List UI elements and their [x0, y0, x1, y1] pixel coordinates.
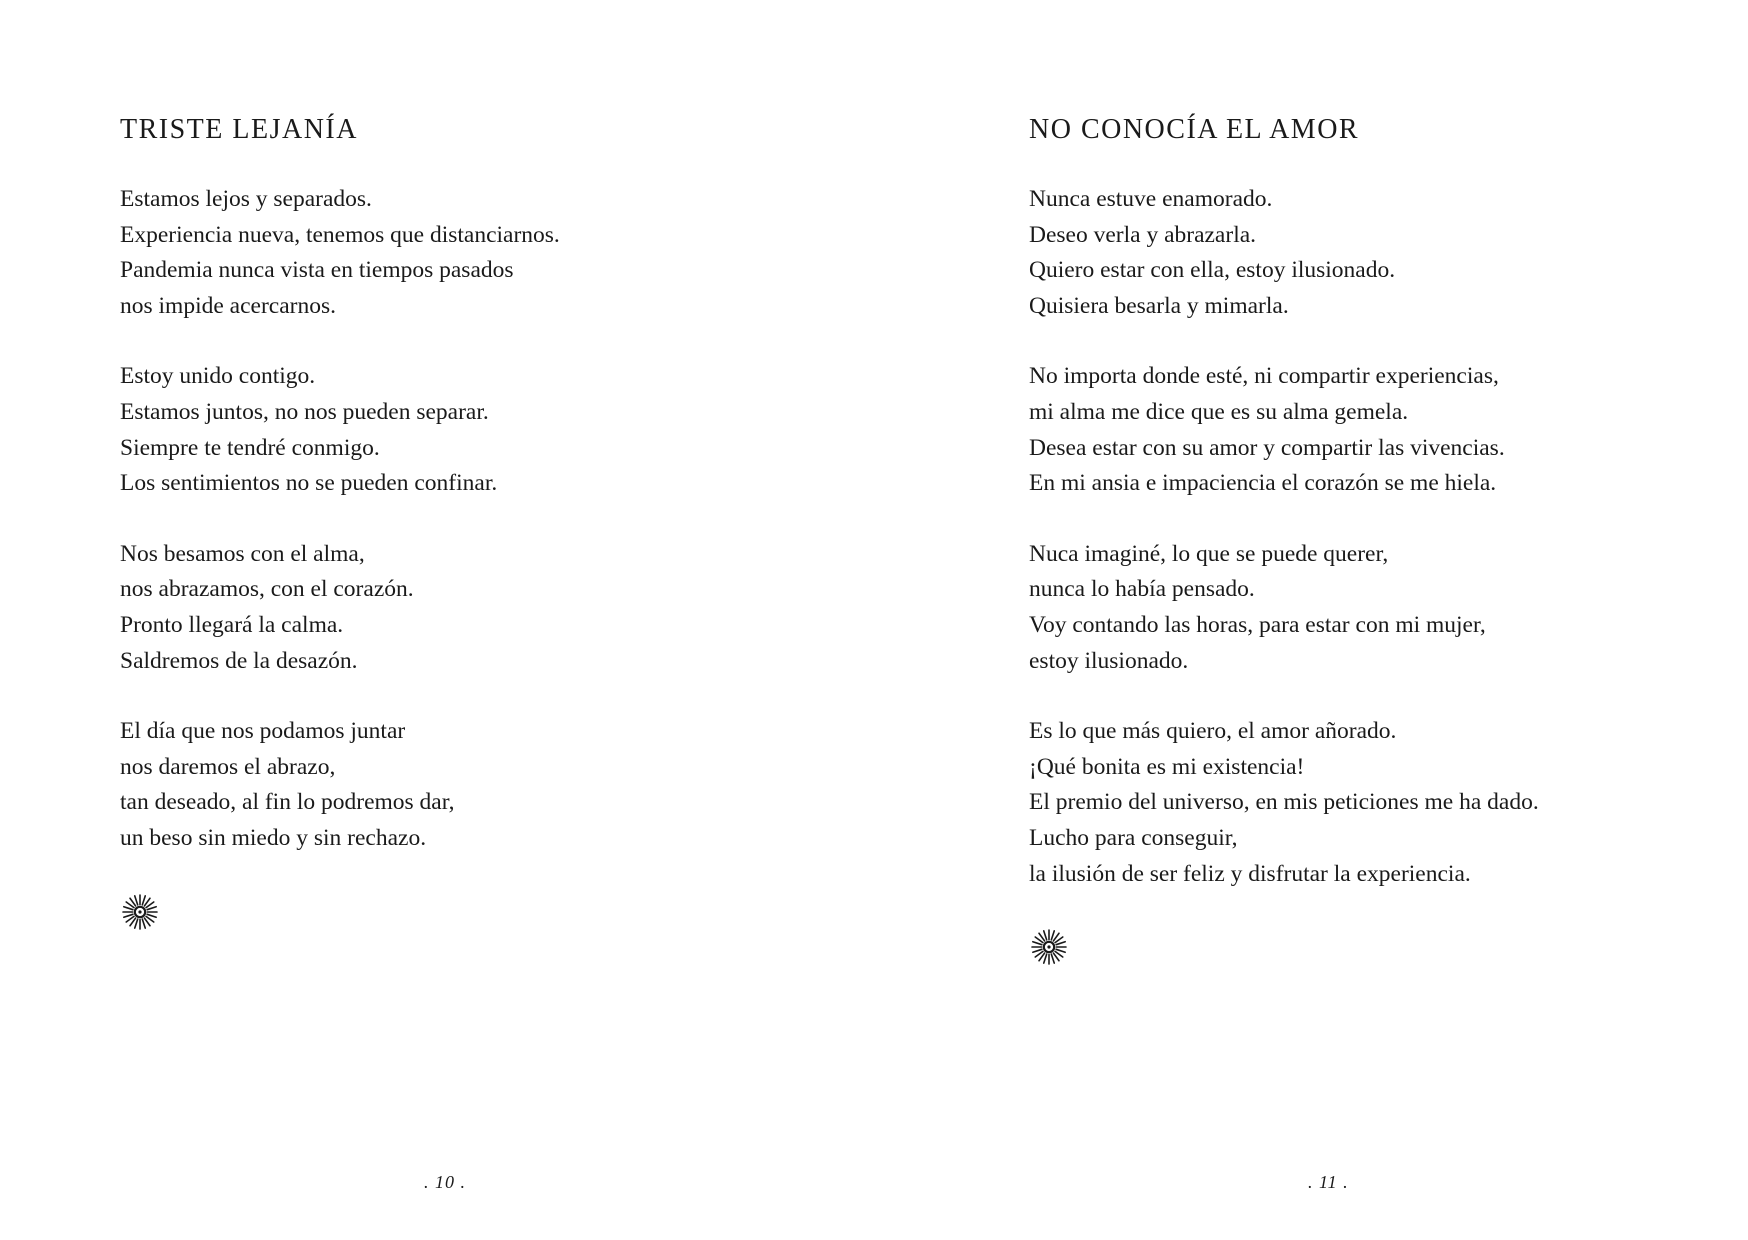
verse-line: Nuca imaginé, lo que se puede querer,: [1029, 540, 1389, 567]
verse-line: tan deseado, al fin lo podremos dar,: [120, 789, 455, 816]
verse-line: Quisiera besarla y mimarla.: [1029, 292, 1289, 319]
poem-stanzas: [120, 182, 560, 857]
verse-line: Estamos lejos y separados.: [120, 186, 372, 212]
verse-line: Desea estar con su amor y compartir las vivencias.: [1029, 434, 1505, 461]
poem-triste-lejania: [120, 112, 560, 932]
stanza: [1029, 714, 1539, 892]
verse-line: estoy ilusionado.: [1029, 647, 1189, 674]
verse-line: Pronto llegará la calma.: [120, 611, 344, 638]
verse-line: Nos besamos con el alma,: [120, 540, 365, 567]
verse-line: En mi ansia e impaciencia el corazón se me hiela.: [1029, 470, 1497, 497]
poem-stanzas: [1029, 182, 1539, 892]
right-page: [874, 0, 1748, 1240]
verse-line: Es lo que más quiero, el amor añorado.: [1029, 718, 1397, 745]
verse-line: mi alma me dice que es su alma gemela.: [1029, 398, 1409, 425]
stanza: [1029, 537, 1539, 679]
stanza: [120, 537, 560, 679]
sunburst-ornament-icon: [120, 892, 160, 932]
poem-title: NO CONOCÍA EL AMOR: [1029, 114, 1360, 145]
verse-line: nos impide acercarnos.: [120, 292, 336, 319]
verse-line: Experiencia nueva, tenemos que distanciarnos.: [120, 221, 560, 248]
stanza: [1029, 359, 1539, 501]
verse-line: nunca lo había pensado.: [1029, 576, 1255, 603]
verse-line: Lucho para conseguir,: [1029, 824, 1238, 851]
verse-line: ¡Qué bonita es mi existencia!: [1029, 753, 1305, 780]
verse-line: Siempre te tendré conmigo.: [120, 434, 380, 461]
page-number: . 11 .: [1308, 1172, 1349, 1192]
stanza: [120, 182, 560, 324]
verse-line: Estamos juntos, no nos pueden separar.: [120, 398, 489, 425]
stanza: [1029, 182, 1539, 324]
verse-line: Pandemia nunca vista en tiempos pasados: [120, 257, 514, 284]
verse-line: nos abrazamos, con el corazón.: [120, 576, 414, 603]
verse-line: Deseo verla y abrazarla.: [1029, 221, 1257, 248]
verse-line: un beso sin miedo y sin rechazo.: [120, 824, 427, 851]
poem-title: TRISTE LEJANÍA: [120, 114, 358, 145]
poem-no-conocia-el-amor: [1029, 112, 1539, 967]
verse-line: la ilusión de ser feliz y disfrutar la experiencia.: [1029, 860, 1471, 887]
verse-line: nos daremos el abrazo,: [120, 753, 336, 780]
verse-line: Estoy unido contigo.: [120, 363, 316, 390]
verse-line: Nunca estuve enamorado.: [1029, 186, 1273, 212]
verse-line: Saldremos de la desazón.: [120, 647, 358, 674]
verse-line: El premio del universo, en mis peticiones me ha dado.: [1029, 789, 1539, 816]
verse-line: Quiero estar con ella, estoy ilusionado.: [1029, 257, 1396, 284]
verse-line: No importa donde esté, ni compartir experiencias,: [1029, 363, 1499, 390]
page-number: . 10 .: [424, 1172, 466, 1192]
stanza: [120, 714, 560, 856]
verse-line: Voy contando las horas, para estar con mi mujer,: [1029, 611, 1486, 638]
verse-line: Los sentimientos no se pueden confinar.: [120, 470, 498, 497]
verse-line: El día que nos podamos juntar: [120, 718, 406, 745]
stanza: [120, 359, 560, 501]
sunburst-ornament-icon: [1029, 927, 1069, 967]
